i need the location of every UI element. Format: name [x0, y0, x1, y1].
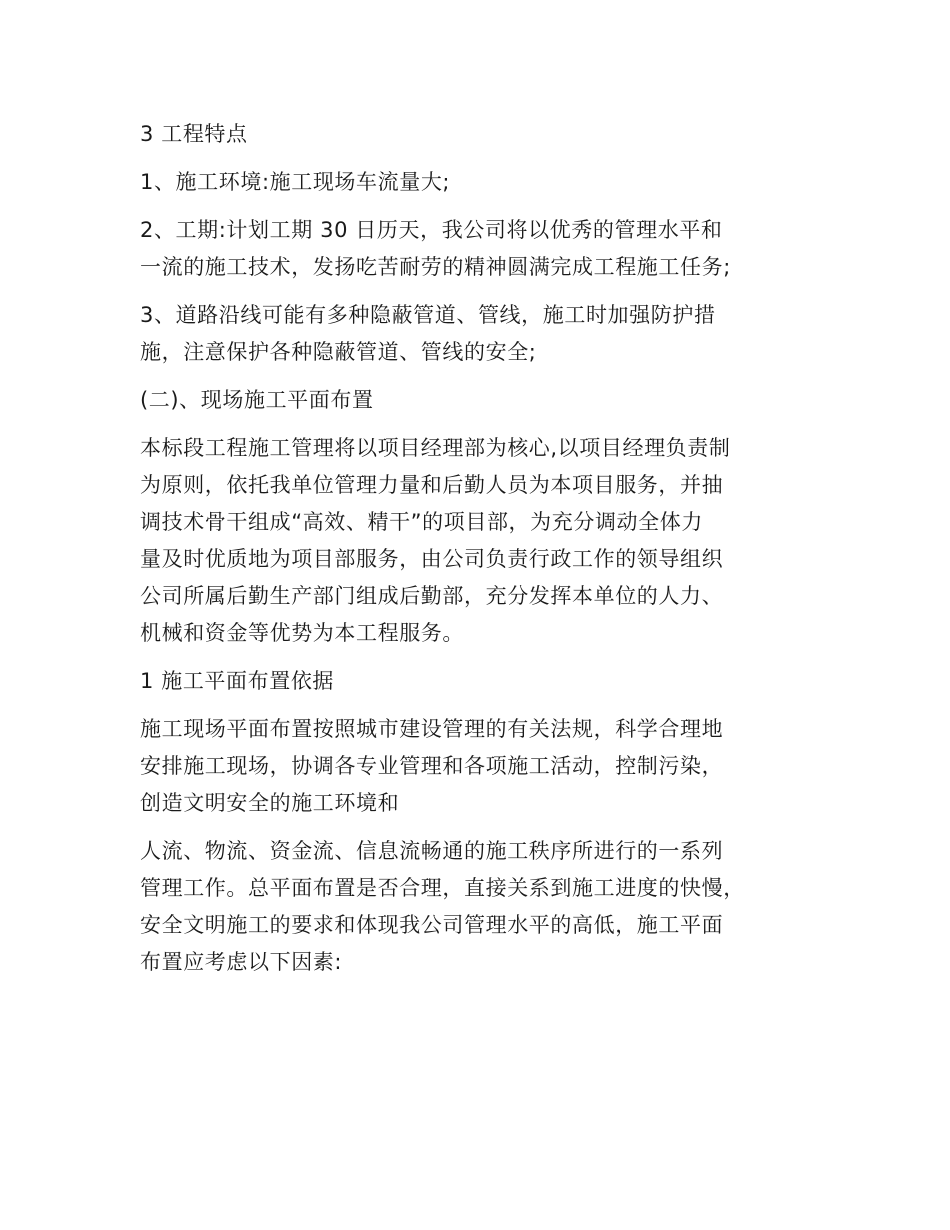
paragraph-line: 安排施工现场，协调各专业管理和各项施工活动，控制污染，	[140, 754, 724, 778]
paragraph-line: 量及时优质地为项目部服务，由公司负责行政工作的领导组织	[140, 547, 724, 571]
paragraph-line: (二)、现场施工平面布置	[140, 388, 374, 412]
document-paragraph	[140, 116, 812, 153]
paragraph-line: 机械和资金等优势为本工程服务。	[140, 621, 464, 645]
document-body	[140, 116, 812, 992]
paragraph-line: 一流的施工技术，发扬吃苦耐劳的精神圆满完成工程施工任务;	[140, 255, 731, 279]
paragraph-line: 本标段工程施工管理将以项目经理部为核心,以项目经理负责制	[140, 436, 731, 460]
paragraph-line: 人流、物流、资金流、信息流畅通的施工秩序所进行的一系列	[140, 839, 724, 863]
paragraph-line: 3、道路沿线可能有多种隐蔽管道、管线，施工时加强防护措	[140, 303, 716, 327]
paragraph-line: 布置应考虑以下因素:	[140, 950, 343, 974]
paragraph-line: 为原则，依托我单位管理力量和后勤人员为本项目服务，并抽	[140, 473, 724, 497]
document-paragraph	[140, 711, 812, 822]
paragraph-line: 调技术骨干组成“高效、精干”的项目部，为充分调动全体力	[140, 510, 703, 534]
document-paragraph	[140, 833, 812, 981]
paragraph-line: 创造文明安全的施工环境和	[140, 791, 400, 815]
paragraph-line: 施，注意保护各种隐蔽管道、管线的安全;	[140, 340, 537, 364]
paragraph-line: 安全文明施工的要求和体现我公司管理水平的高低，施工平面	[140, 913, 724, 937]
document-paragraph	[140, 212, 812, 286]
paragraph-line: 2、工期:计划工期 30 日历天，我公司将以优秀的管理水平和	[140, 218, 723, 242]
paragraph-line: 1、施工环境:施工现场车流量大;	[140, 170, 451, 194]
paragraph-line: 管理工作。总平面布置是否合理，直接关系到施工进度的快慢，	[140, 876, 745, 900]
document-paragraph	[140, 663, 812, 700]
paragraph-line: 1 施工平面布置依据	[140, 669, 335, 693]
paragraph-line: 施工现场平面布置按照城市建设管理的有关法规，科学合理地	[140, 717, 724, 741]
document-paragraph	[140, 382, 812, 419]
document-paragraph	[140, 430, 812, 652]
paragraph-line: 公司所属后勤生产部门组成后勤部，充分发挥本单位的人力、	[140, 584, 724, 608]
document-paragraph	[140, 164, 812, 201]
document-paragraph	[140, 297, 812, 371]
paragraph-line: 3 工程特点	[140, 122, 248, 146]
